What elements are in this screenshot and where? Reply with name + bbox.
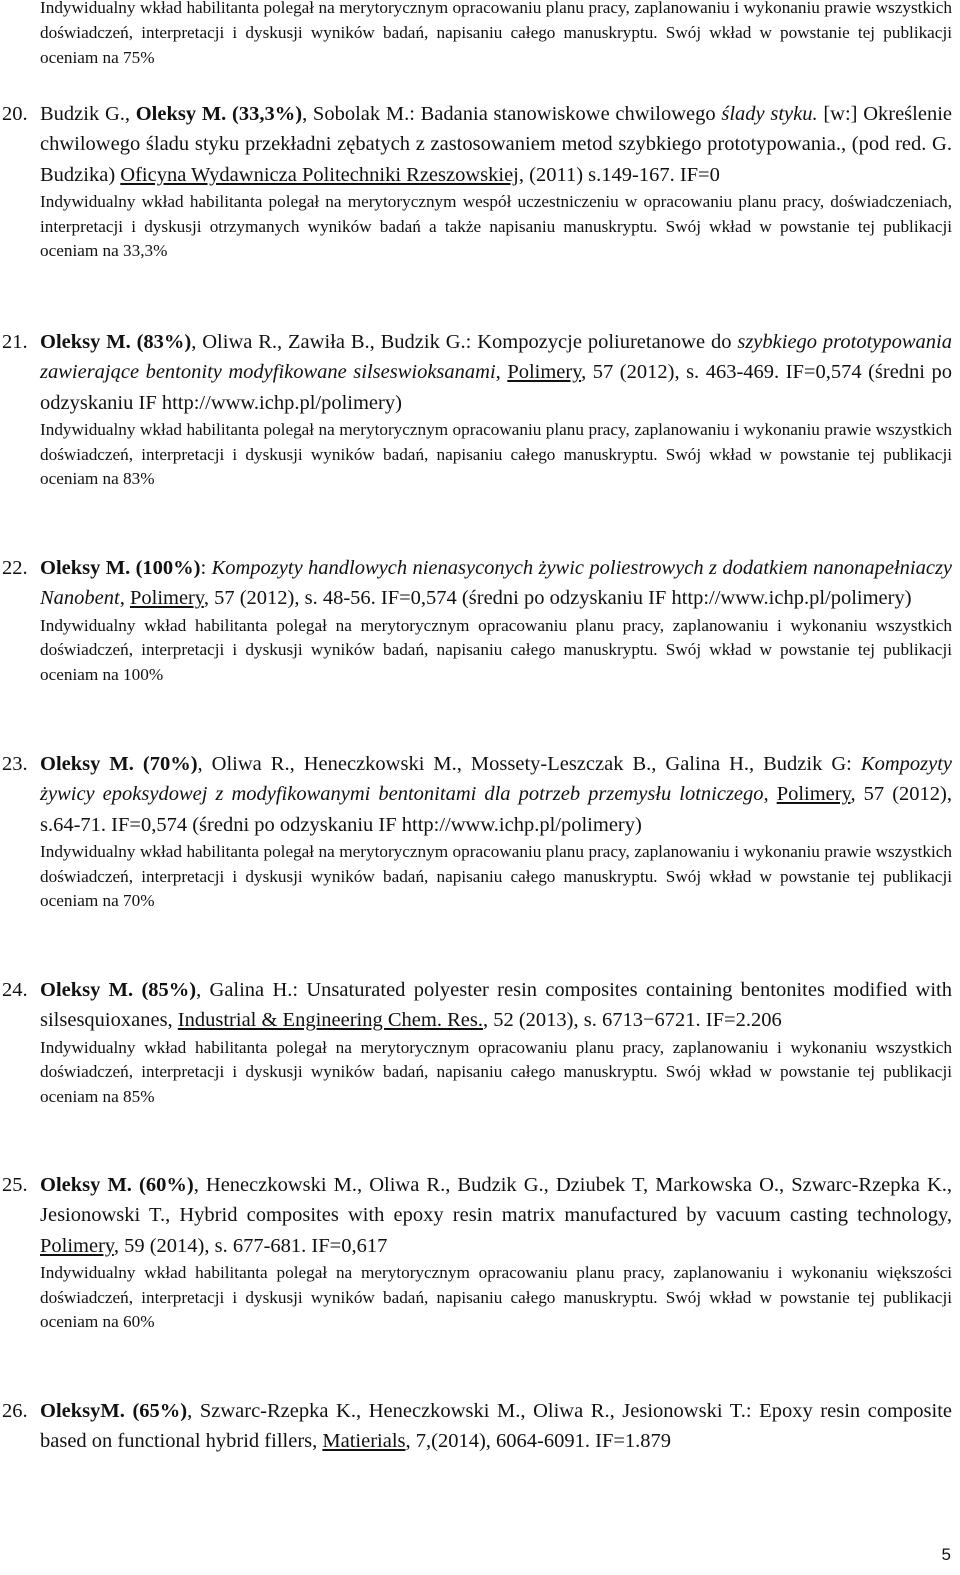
share: (70%) — [142, 753, 198, 775]
rest-b: , (2011) s.149-167. IF=0 — [518, 163, 720, 186]
share: (83%) — [136, 331, 192, 353]
share: (85%) — [141, 979, 197, 1001]
authors-a: : — [200, 557, 212, 579]
main-author: Oleksy M. — [40, 331, 131, 353]
item-number: 26. — [2, 1400, 28, 1422]
journal-link[interactable]: Polimery — [129, 587, 204, 610]
publication-20 — [0, 99, 960, 264]
journal-link[interactable]: Oficyna Wydawnicza Politechniki Rzeszowskiej — [120, 163, 519, 186]
share: (100%) — [135, 557, 201, 579]
item-number: 22. — [2, 557, 28, 579]
title: Kompozyty handlowych nienasyconych żywic poliestrowych z dodatkiem nanonapełniaczy Nanobent — [40, 557, 953, 610]
authors-a: , Szwarc-Rzepka K., Heneczkowski M., Oliwa R., Jesionowski T.: Epoxy resin composite based on functional hybrid fillers, — [40, 1400, 953, 1453]
share: (65%) — [132, 1400, 188, 1422]
rest-b: , 57 (2012), s. 48-56. IF=0,574 (średni po odzyskaniu IF http://www.ichp.pl/polimery) — [203, 587, 912, 610]
authors-a: , Oliwa R., Zawiła B., Budzik G.: Kompozycje poliuretanowe do — [191, 331, 738, 353]
title: Kompozyty żywicy epoksydowej z modyfikowanymi bentonitami dla potrzeb przemysłu lotniczego — [40, 753, 952, 806]
main-author: Oleksy M. — [40, 557, 131, 579]
item-number: 25. — [2, 1174, 28, 1196]
title: szybkiego prototypowania zawierające bentonity modyfikowane silseswioksanami — [40, 331, 952, 384]
main-author: Oleksy M. — [40, 1174, 132, 1196]
journal-link[interactable]: Industrial & Engineering Chem. Res. — [177, 1009, 483, 1032]
contribution-text: Indywidualny wkład habilitanta polegał na merytorycznym opracowaniu planu pracy, zaplanowaniu i wykonaniu prawie wszystkich doświadczeń, interpretacji i dyskusji wyników badań, napisaniu całego manuskryptu. Swój wkład w powstanie tej publikacji oceniam na 83% — [40, 419, 952, 489]
publication-21 — [0, 327, 960, 492]
authors-a: , Oliwa R., Heneczkowski M., Mossety-Leszczak B., Galina H., Budzik G: — [197, 753, 861, 775]
authors-a: Budzik G., — [40, 103, 136, 125]
item-number: 23. — [2, 753, 28, 775]
citation — [0, 99, 952, 190]
authors-a: , Galina H.: Unsaturated polyester resin composites containing bentonites modified with silsesquioxanes, — [40, 979, 952, 1032]
authors-a: , Heneczkowski M., Oliwa R., Budzik G., Dziubek T, Markowska O., Szwarc-Rzepka K., Jesionowski T., Hybrid composites with epoxy resin matrix manufactured by vacuum casting technology, — [40, 1174, 953, 1227]
share: (60%) — [139, 1174, 194, 1196]
main-author: Oleksy M. — [40, 979, 134, 1001]
citation — [0, 975, 952, 1036]
citation — [0, 327, 952, 418]
contribution-text: Indywidualny wkład habilitanta polegał na merytorycznym wespół uczestniczeniu w opracowaniu planu pracy, doświadczeniach, interpretacji i dyskusji otrzymanych wyników badań a także napisaniu manuskryptu. Swój wkład w powstanie tej publikacji oceniam na 33,3% — [40, 191, 952, 261]
main-author: Oleksy M. — [135, 103, 227, 125]
journal-link[interactable]: Polimery — [40, 1234, 114, 1257]
journal-link[interactable]: Polimery — [507, 361, 582, 384]
title: ślady styku. — [721, 103, 818, 125]
rest-b: , 57 (2012), s. 463-469. IF=0,574 (średni po odzyskaniu IF http://www.ichp.pl/polimery) — [40, 361, 953, 414]
item-number: 21. — [2, 331, 28, 353]
publication-22 — [0, 553, 960, 688]
carryover-contribution — [0, 0, 960, 70]
rest-a: [w:] Określenie chwilowego śladu styku przekładni zębatych z zastosowaniem metod szybkiego prototypowania., (pod red. G. Budzika) — [40, 103, 953, 186]
publication-26 — [0, 1396, 960, 1457]
citation — [0, 749, 952, 840]
rest-a: , — [495, 361, 508, 384]
journal-link[interactable]: Matierials — [322, 1430, 406, 1453]
publication-23 — [0, 749, 960, 914]
share: (33,3%) — [232, 103, 303, 125]
rest-b: , 59 (2014), s. 677-681. IF=0,617 — [113, 1234, 388, 1257]
rest-b: , 57 (2012), s.64-71. IF=0,574 (średni po odzyskaniu IF http://www.ichp.pl/polimery) — [40, 783, 952, 836]
item-number: 20. — [2, 103, 28, 125]
citation — [0, 553, 952, 614]
item-number: 24. — [2, 979, 28, 1001]
page-number: 5 — [941, 1545, 951, 1564]
contribution-text: Indywidualny wkład habilitanta polegał na merytorycznym opracowaniu planu pracy, zaplanowaniu i wykonaniu większości doświadczeń, interpretacji i dyskusji wyników badań, napisaniu całego manuskryptu. Swój wkład w powstanie tej publikacji oceniam na 60% — [40, 1262, 952, 1332]
rest-a: , — [119, 587, 130, 610]
contribution-text: Indywidualny wkład habilitanta polegał na merytorycznym opracowaniu planu pracy, zaplanowaniu i wykonaniu prawie wszystkich doświadczeń, interpretacji i dyskusji wyników badań, napisaniu całego manuskryptu. Swój wkład w powstanie tej publikacji oceniam na 70% — [40, 841, 952, 911]
main-author: OleksyM. — [40, 1400, 125, 1422]
publication-24 — [0, 975, 960, 1110]
publication-25 — [0, 1170, 960, 1335]
rest-b: , 7,(2014), 6064-6091. IF=1.879 — [405, 1430, 672, 1453]
contribution-text: Indywidualny wkład habilitanta polegał na merytorycznym opracowaniu planu pracy, zaplanowaniu i wykonaniu prawie wszystkich doświadczeń, interpretacji i dyskusji wyników badań, napisaniu całego manuskryptu. Swój wkład w powstanie tej publikacji oceniam na 75% — [40, 0, 952, 67]
journal-link[interactable]: Polimery — [776, 783, 851, 806]
contribution-text: Indywidualny wkład habilitanta polegał na merytorycznym opracowaniu planu pracy, zaplanowaniu i wykonaniu wszystkich doświadczeń, interpretacji i dyskusji wyników badań, napisaniu całego manuskryptu. Swój wkład w powstanie tej publikacji oceniam na 100% — [40, 615, 952, 685]
main-author: Oleksy M. — [40, 753, 134, 775]
authors-b: , Sobolak M.: Badania stanowiskowe chwilowego — [302, 103, 722, 125]
rest-a: , — [763, 783, 777, 806]
contribution-text: Indywidualny wkład habilitanta polegał na merytorycznym opracowaniu planu pracy, zaplanowaniu i wykonaniu wszystkich doświadczeń, interpretacji i dyskusji wyników badań, napisaniu całego manuskryptu. Swój wkład w powstanie tej publikacji oceniam na 85% — [40, 1037, 952, 1107]
citation — [0, 1396, 952, 1457]
rest-b: , 52 (2013), s. 6713−6721. IF=2.206 — [482, 1009, 782, 1032]
citation — [0, 1170, 952, 1261]
